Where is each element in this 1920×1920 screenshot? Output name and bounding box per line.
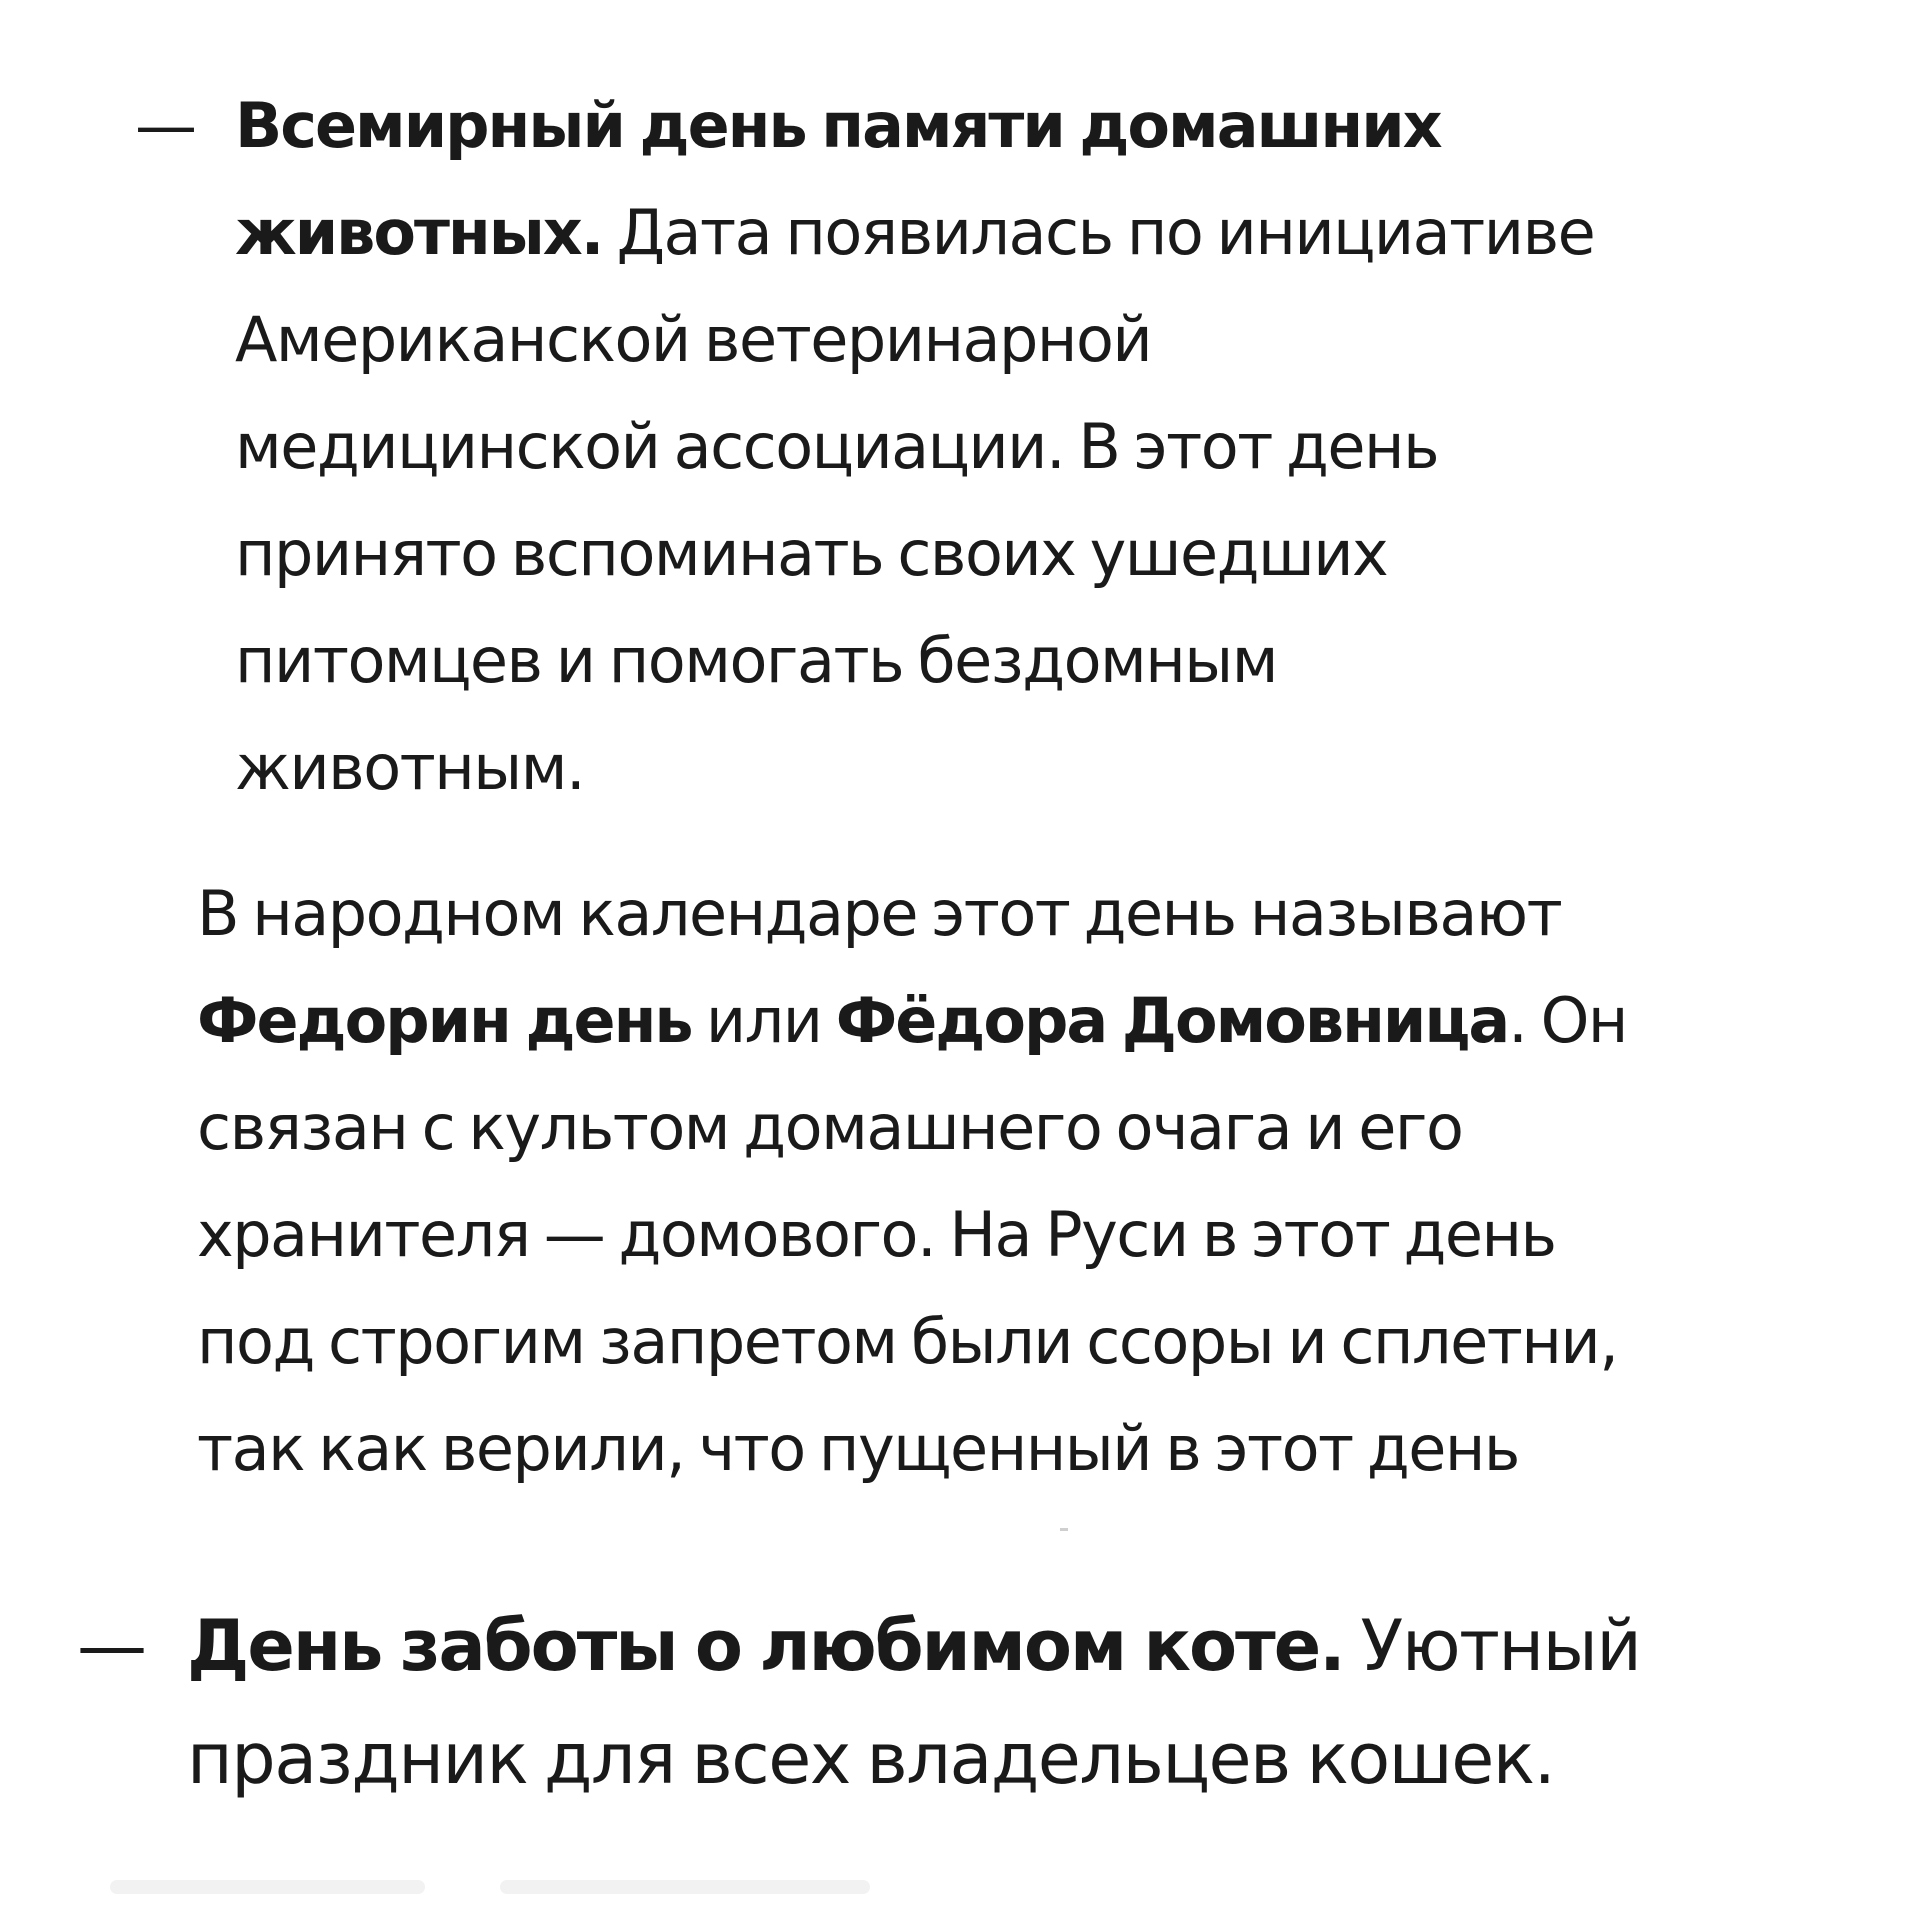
folk-holiday-name: Федорин день [197, 984, 692, 1057]
text-line: питомцев и помогать бездомным [235, 624, 1278, 697]
scroll-mark [1060, 1528, 1068, 1531]
text-line [235, 72, 1835, 179]
text-line: принято вспоминать своих ушедших [235, 517, 1388, 590]
text-line: под строгим запретом были ссоры и сплетни, [197, 1305, 1618, 1378]
text-line: праздник для всех владельцев кошек. [187, 1718, 1555, 1800]
holiday-item-cat-care [77, 1590, 1877, 1816]
text-fragment: или [691, 984, 836, 1057]
text-line: Американской ветеринарной [235, 303, 1152, 376]
faded-element [500, 1880, 870, 1894]
holiday-description: Дата появилась по инициативе [602, 196, 1595, 269]
holiday-title: День заботы о любимом коте. [187, 1605, 1344, 1687]
folk-holiday-name: Фёдора Домовница [835, 984, 1509, 1057]
list-dash: — [77, 1605, 146, 1687]
folk-calendar-paragraph [197, 860, 1897, 1502]
faded-element [110, 1880, 425, 1894]
text-line: так как верили, что пущенный в этот день [197, 1412, 1519, 1485]
holiday-description: Уютный [1343, 1605, 1641, 1687]
text-fragment: . Он [1508, 984, 1627, 1057]
holiday-item-body [235, 72, 1835, 821]
text-line: связан с культом домашнего очага и его [197, 1091, 1463, 1164]
holiday-item-body [187, 1590, 1887, 1816]
text-line: медицинской ассоциации. В этот день [235, 410, 1439, 483]
text-line [187, 1590, 1887, 1703]
text-line [197, 967, 1897, 1074]
holiday-title: Всемирный день памяти домашних [235, 89, 1441, 162]
text-line: хранителя — домового. На Руси в этот день [197, 1198, 1556, 1271]
list-dash: — [135, 89, 196, 162]
text-line: В народном календаре этот день называют [197, 877, 1562, 950]
holiday-title: животных. [235, 196, 603, 269]
holiday-item-pet-memorial [135, 72, 1835, 821]
text-line: животным. [235, 731, 585, 804]
text-line [235, 179, 1835, 286]
